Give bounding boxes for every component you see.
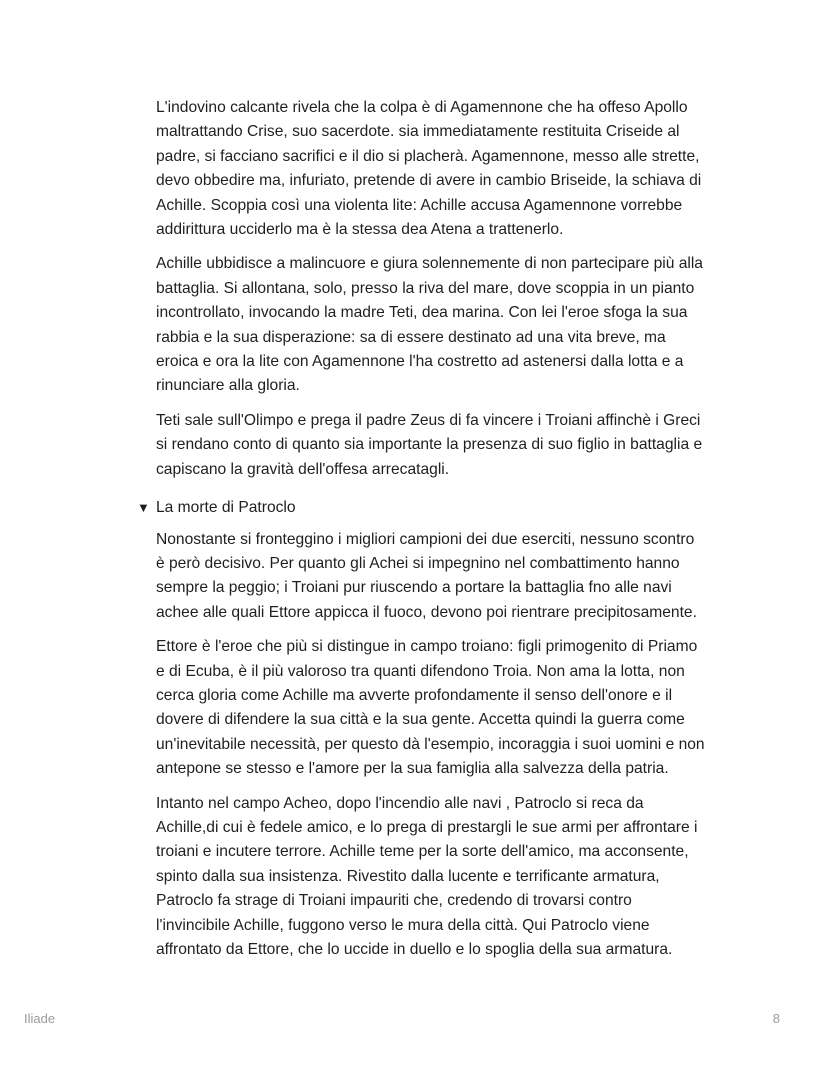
paragraph: Nonostante si fronteggino i migliori campioni dei due eserciti, nessuno scontro è però decisivo. Per quanto gli Achei si impegnino nel combattimento hanno sempre la peggio; i Troiani pur riuscendo a portare la battaglia fno alle navi achee alle quali Ettore appicca il fuoco, devono poi rientrare precipitosamente.	[156, 530, 697, 621]
toggle-title: La morte di Patroclo	[156, 499, 296, 517]
toggle-triangle-icon[interactable]: ▼	[137, 500, 150, 516]
toggle-section-header[interactable]	[137, 496, 732, 520]
document-content	[137, 96, 732, 972]
paragraph: Intanto nel campo Acheo, dopo l'incendio alle navi , Patroclo si reca da Achille,di cui è fedele amico, e lo prega di prestargli le sue armi per affrontare i troiani e incutere terrore. Achille teme per la sorte dell'amico, ma acconsente, spinto dalla sua insistenza. Rivestito dalla lucente e terrificante armatura, Patroclo fa strage di Troiani impauriti che, credendo di trovarsi contro l'invincibile Achille, fuggono verso le mura della città. Qui Patroclo viene affrontato da Ettore, che lo uccide in duello e lo spoglia della sua armatura.	[156, 794, 698, 958]
paragraph: Teti sale sull'Olimpo e prega il padre Zeus di fa vincere i Troiani affinchè i Greci si rendano conto di quanto sia importante la presenza di suo figlio in battaglia e capiscano la gravità dell'offesa arrecatagli.	[156, 411, 703, 478]
paragraph: Ettore è l'eroe che più si distingue in campo troiano: figli primogenito di Priamo e di Ecuba, è il più valoroso tra quanti difendono Troia. Non ama la lotta, non cerca gloria come Achille ma avverte profondamente il senso dell'onore e il dovere di difendere la sua città e la sua gente. Accetta quindi la guerra come un'inevitabile necessità, per questo dà l'esempio, incoraggia i suoi uomini e non antepone se stesso e l'amore per la sua famiglia alla salvezza della patria.	[156, 638, 705, 778]
footer-page-number: 8	[772, 1011, 780, 1026]
paragraph: Achille ubbidisce a malincuore e giura solennemente di non partecipare più alla battaglia. Si allontana, solo, presso la riva del mare, dove scoppia in un pianto incontrollato, invocando la madre Teti, dea marina. Con lei l'eroe sfoga la sua rabbia e la sua disperazione: sa di essere destinato ad una vita breve, ma eroica e ora la lite con Agamennone l'ha costretto ad astenersi dalla lotta e a rinunciare alla gloria.	[156, 255, 703, 395]
paragraph: L'indovino calcante rivela che la colpa è di Agamennone che ha offeso Apollo maltrattando Crise, suo sacerdote. sia immediatamente restituita Criseide al padre, si facciano sacrifici e il dio si placherà. Agamennone, messo alle strette, devo obbedire ma, infuriato, pretende di avere in cambio Briseide, la schiava di Achille. Scoppia così una violenta lite: Achille accusa Agamennone vorrebbe addirittura ucciderlo ma è la stessa dea Atena a trattenerlo.	[156, 99, 702, 239]
footer-document-title: Iliade	[24, 1011, 56, 1026]
